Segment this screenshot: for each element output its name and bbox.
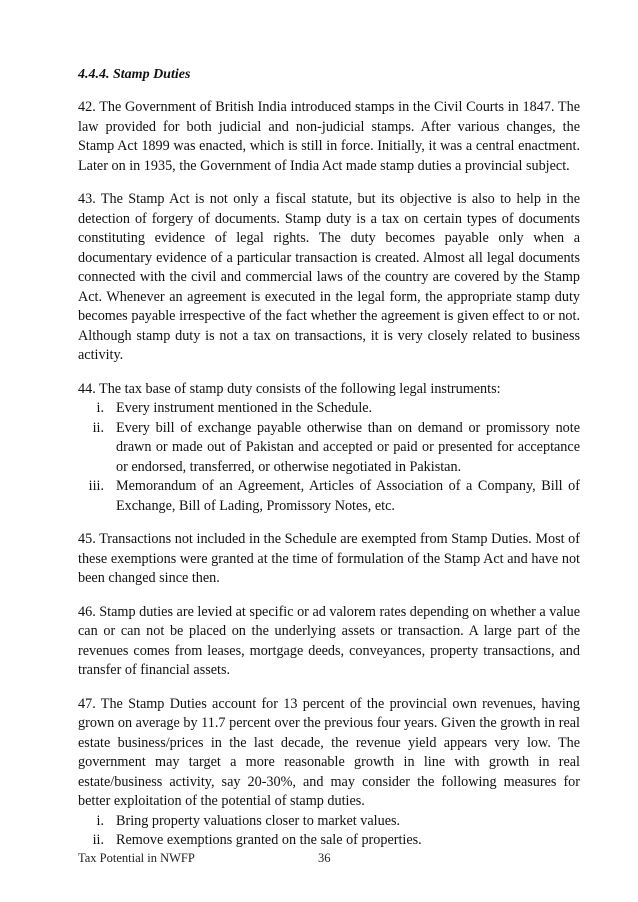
- list-item: [78, 812, 580, 832]
- list-item-number: i.: [96, 400, 104, 416]
- list-item-text: Memorandum of an Agreement, Articles of Association of a Company, Bill of Exchange, Bill of Lading, Promissory Notes, etc.: [116, 478, 580, 514]
- paragraph-44: 44. The tax base of stamp duty consists of the following legal instruments:: [78, 380, 501, 397]
- list-item-text: Every instrument mentioned in the Schedule.: [116, 400, 373, 416]
- page-footer: [78, 850, 580, 866]
- list-item-number: iii.: [88, 478, 104, 494]
- list-item-number: i.: [96, 812, 104, 829]
- footer-document-title: Tax Potential in NWFP: [78, 851, 195, 865]
- list-item-text: Remove exemptions granted on the sale of properties.: [116, 832, 422, 848]
- section-heading: 4.4.4. Stamp Duties: [78, 67, 191, 82]
- document-page: [78, 66, 580, 865]
- list-item-number: ii.: [92, 419, 104, 436]
- page-number: 36: [318, 851, 331, 865]
- measures-list: [78, 812, 580, 851]
- instrument-list: [78, 399, 580, 516]
- paragraph-45: 45. Transactions not included in the Schedule are exempted from Stamp Duties. Most of these exemptions were granted at the time of formulation of the Stamp Act and have not been changed since then.: [78, 531, 580, 586]
- paragraph-46: 46. Stamp duties are levied at specific or ad valorem rates depending on whether a value can or can not be placed on the underlying assets or transaction. A large part of the revenues comes from leases, mortgage deeds, conveyances, property transactions, and transfer of financial assets.: [78, 603, 580, 678]
- paragraph-47: 47. The Stamp Duties account for 13 percent of the provincial own revenues, having grown on average by 11.7 percent over the previous four years. Given the growth in real estate business/prices in the last decade, the revenue yield appears very low. The government may target a more reasonable growth in line with growth in real estate/business activity, say 20-30%, and may consider the following measures for better exploitation of the potential of stamp duties.: [78, 695, 580, 809]
- paragraph-42: 42. The Government of British India introduced stamps in the Civil Courts in 1847. The law provided for both judicial and non-judicial stamps. After various changes, the Stamp Act 1899 was enacted, which is still in force. Initially, it was a central enactment. Later on in 1935, the Government of India Act made stamp duties a provincial subject.: [78, 99, 580, 174]
- list-item: [78, 399, 580, 419]
- list-item-text: Bring property valuations closer to market values.: [116, 812, 401, 829]
- list-item: [78, 831, 580, 851]
- paragraph-43: 43. The Stamp Act is not only a fiscal statute, but its objective is also to help in the detection of forgery of documents. Stamp duty is a tax on certain types of documents constituting evidence of legal rights. The duty becomes payable only when a documentary evidence of a particular transaction is created. Almost all legal documents connected with the civil and commercial laws of the country are covered by the Stamp Act. Whenever an agreement is executed in the legal form, the appropriate stamp duty becomes payable irrespective of the fact whether the agreement is given effect to or not. Although stamp duty is not a tax on transactions, it is very closely related to business activity.: [78, 191, 580, 363]
- list-item: [78, 477, 580, 516]
- list-item-text: Every bill of exchange payable otherwise than on demand or promissory note drawn or made out of Pakistan and accepted or paid or presented for acceptance or endorsed, transferred, or otherwise negotiated in Pakistan.: [116, 419, 580, 475]
- list-item-number: ii.: [92, 832, 104, 848]
- list-item: [78, 419, 580, 478]
